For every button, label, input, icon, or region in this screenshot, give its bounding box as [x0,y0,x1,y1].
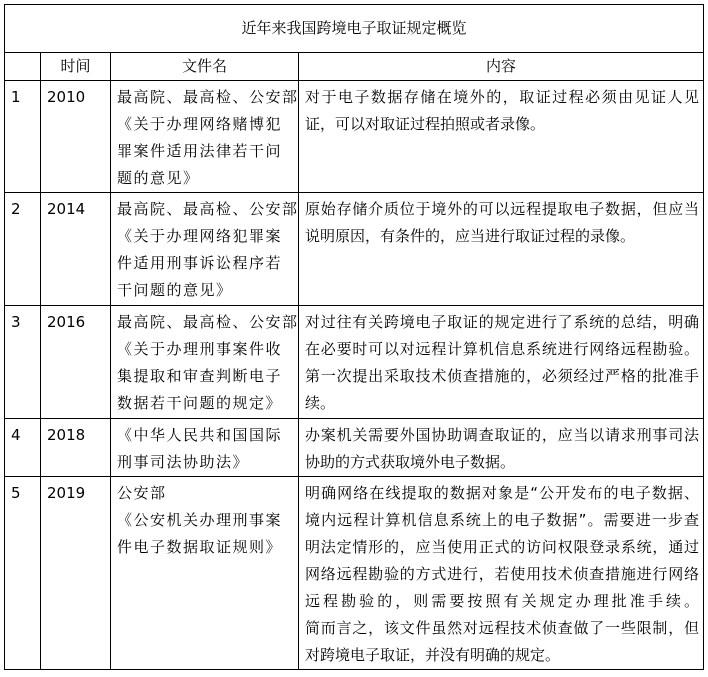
table-row [5,477,704,670]
content-line: 对跨境电子取证，并没有明确的规定。 [305,646,561,664]
document-name-line: 件电子数据取证规则》 [117,538,283,556]
content-line: 境内远程计算机信息系统上的电子数据”。需要进一步查 [305,511,700,529]
row-document-name [111,477,299,670]
content-line: 协助的方式获取境外电子数据。 [305,453,516,471]
row-number: 2 [5,193,41,306]
document-name-line: 数据若干问题的规定》 [117,394,283,412]
row-document-name [111,306,299,419]
document-name-line: 集提取和审查判断电子 [117,367,283,385]
row-content [299,306,704,419]
content-line: 远程勘验的，则需要按照有关规定办理批准手续。 [305,592,700,610]
document-name-line: 最高院、最高检、公安部 [117,88,299,106]
row-year: 2010 [41,81,111,193]
row-number: 4 [5,419,41,477]
content-line: 在必要时可以对远程计算机信息系统进行网络远程勘验。 [305,340,700,358]
document-name-line: 《关于办理网络犯罪案 [117,227,283,245]
document-name-line: 《中华人民共和国国际 [117,426,283,444]
content-line: 办案机关需要外国协助调查取证的，应当以请求刑事司法 [305,426,700,444]
document-name-line: 题的意见》 [117,169,200,187]
document-name-line: 最高院、最高检、公安部 [117,200,299,218]
content-line: 续。 [305,394,336,412]
row-number: 1 [5,81,41,193]
content-line: 原始存储介质位于境外的可以远程提取电子数据，但应当 [305,200,700,218]
header-num [5,53,41,81]
row-content [299,419,704,477]
document-name-line: 《公安机关办理刑事案 [117,511,283,529]
row-year: 2019 [41,477,111,670]
row-document-name [111,81,299,193]
content-line: 证，可以对取证过程拍照或者录像。 [305,115,546,133]
header-row [5,53,704,81]
table-body [5,81,704,670]
row-content [299,193,704,306]
row-document-name [111,193,299,306]
content-line: 简而言之，该文件虽然对远程技术侦查做了一些限制，但 [305,619,700,637]
document-name-line: 干问题的意见》 [117,281,233,299]
document-name-line: 公安部 [117,484,167,502]
row-number: 5 [5,477,41,670]
row-year: 2018 [41,419,111,477]
document-name-line: 《关于办理网络赌博犯 [117,115,283,133]
content-line: 明法定情形的，应当使用正式的访问权限登录系统，通过 [305,538,700,556]
document-name-line: 最高院、最高检、公安部 [117,313,299,331]
row-document-name [111,419,299,477]
table-title: 近年来我国跨境电子取证规定概览 [5,5,704,53]
content-line: 网络远程勘验的方式进行，若使用技术侦查措施进行网络 [305,565,700,583]
row-number: 3 [5,306,41,419]
row-year: 2016 [41,306,111,419]
table-row [5,81,704,193]
content-line: 说明原因，有条件的，应当进行取证过程的录像。 [305,227,636,245]
document-name-line: 刑事司法协助法》 [117,453,250,471]
document-name-line: 《关于办理刑事案件收 [117,340,283,358]
content-line: 第一次提出采取技术侦查措施的，必须经过严格的批准手 [305,367,700,385]
table-row [5,306,704,419]
table-row [5,419,704,477]
regulations-table [4,4,704,670]
table-row [5,193,704,306]
row-content [299,477,704,670]
row-year: 2014 [41,193,111,306]
content-line: 对于电子数据存储在境外的，取证过程必须由见证人见 [305,88,700,106]
document-name-line: 件适用刑事诉讼程序若 [117,254,283,272]
row-content [299,81,704,193]
title-row [5,5,704,53]
header-doc: 文件名 [111,53,299,81]
document-name-line: 罪案件适用法律若干问 [117,142,283,160]
content-line: 明确网络在线提取的数据对象是“公开发布的电子数据、 [305,484,700,502]
header-time: 时间 [41,53,111,81]
content-line: 对过往有关跨境电子取证的规定进行了系统的总结，明确 [305,313,700,331]
header-content: 内容 [299,53,704,81]
